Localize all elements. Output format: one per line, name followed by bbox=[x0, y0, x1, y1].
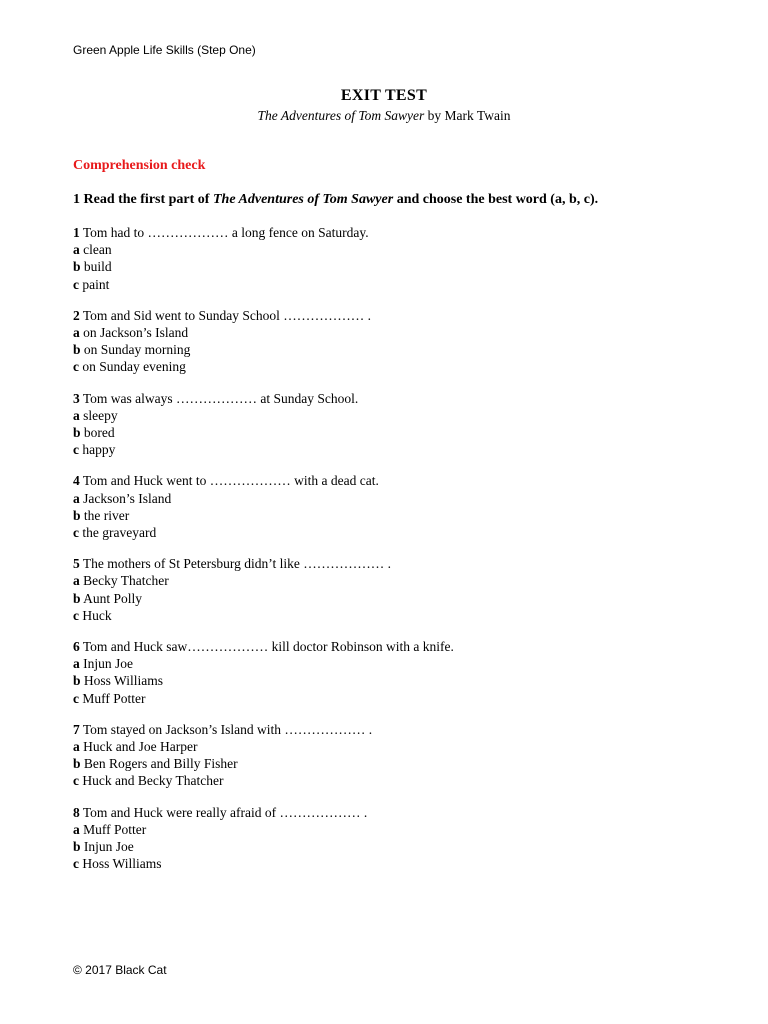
title-block bbox=[0, 86, 768, 126]
question-number: 4 bbox=[73, 473, 80, 489]
question-list bbox=[73, 224, 733, 873]
option-letter: a bbox=[73, 656, 80, 672]
option-text: Muff Potter bbox=[79, 690, 146, 706]
instruction-book-title: The Adventures of Tom Sawyer bbox=[212, 192, 394, 207]
option-letter: b bbox=[73, 590, 81, 606]
answer-option bbox=[73, 441, 733, 458]
option-text: bored bbox=[80, 425, 115, 441]
page-header: Green Apple Life Skills (Step One) bbox=[73, 43, 256, 57]
test-content bbox=[73, 156, 733, 873]
question-item bbox=[73, 224, 733, 293]
option-text: happy bbox=[79, 442, 116, 458]
question-number: 3 bbox=[73, 390, 80, 406]
answer-option bbox=[73, 838, 733, 855]
option-letter: a bbox=[73, 573, 80, 589]
option-text: Huck and Joe Harper bbox=[79, 739, 198, 755]
option-letter: a bbox=[73, 325, 80, 341]
answer-option bbox=[73, 407, 733, 424]
answer-option bbox=[73, 672, 733, 689]
option-text: the graveyard bbox=[79, 525, 157, 541]
option-letter: c bbox=[73, 690, 79, 706]
option-letter: b bbox=[73, 839, 81, 855]
question-text bbox=[73, 390, 733, 407]
question-prompt: Tom and Huck saw……………… kill doctor Robinson with a knife. bbox=[79, 639, 454, 655]
answer-option bbox=[73, 524, 733, 541]
question-text bbox=[73, 307, 733, 324]
option-text: Becky Thatcher bbox=[79, 573, 169, 589]
answer-option bbox=[73, 855, 733, 872]
answer-option bbox=[73, 258, 733, 275]
option-text: Hoss Williams bbox=[79, 856, 162, 872]
answer-option bbox=[73, 607, 733, 624]
option-text: build bbox=[80, 259, 112, 275]
question-text bbox=[73, 721, 733, 738]
question-item bbox=[73, 555, 733, 624]
instruction-text-before: Read the first part of bbox=[80, 192, 213, 207]
option-text: paint bbox=[79, 276, 110, 292]
exercise-number: 1 bbox=[73, 192, 80, 207]
option-letter: b bbox=[73, 673, 81, 689]
option-text: on Sunday morning bbox=[80, 342, 191, 358]
answer-option bbox=[73, 490, 733, 507]
option-letter: c bbox=[73, 525, 79, 541]
option-text: Huck and Becky Thatcher bbox=[79, 773, 224, 789]
option-text: Jackson’s Island bbox=[79, 490, 172, 506]
question-item bbox=[73, 721, 733, 790]
answer-option bbox=[73, 324, 733, 341]
question-number: 2 bbox=[73, 307, 80, 323]
question-number: 8 bbox=[73, 804, 80, 820]
option-letter: a bbox=[73, 821, 80, 837]
author-credit: by Mark Twain bbox=[424, 108, 511, 123]
option-letter: c bbox=[73, 856, 79, 872]
answer-option bbox=[73, 590, 733, 607]
option-letter: a bbox=[73, 242, 80, 258]
option-letter: b bbox=[73, 425, 81, 441]
question-item bbox=[73, 804, 733, 873]
option-text: clean bbox=[79, 242, 112, 258]
question-text bbox=[73, 638, 733, 655]
question-prompt: Tom and Huck went to ……………… with a dead cat. bbox=[79, 473, 379, 489]
option-letter: c bbox=[73, 276, 79, 292]
question-number: 5 bbox=[73, 556, 80, 572]
answer-option bbox=[73, 572, 733, 589]
option-text: Huck bbox=[79, 607, 112, 623]
question-prompt: Tom was always ……………… at Sunday School. bbox=[79, 390, 359, 406]
question-prompt: Tom and Huck were really afraid of ……………… . bbox=[79, 804, 368, 820]
option-text: sleepy bbox=[79, 407, 118, 423]
answer-option bbox=[73, 655, 733, 672]
question-number: 6 bbox=[73, 639, 80, 655]
answer-option bbox=[73, 358, 733, 375]
exercise-instruction bbox=[73, 190, 733, 210]
answer-option bbox=[73, 690, 733, 707]
question-prompt: Tom had to ……………… a long fence on Saturday. bbox=[79, 225, 369, 240]
question-text bbox=[73, 555, 733, 572]
question-prompt: Tom and Sid went to Sunday School ……………… . bbox=[79, 307, 372, 323]
question-number: 1 bbox=[73, 225, 80, 240]
section-heading: Comprehension check bbox=[73, 158, 206, 173]
option-text: Hoss Williams bbox=[80, 673, 163, 689]
answer-option bbox=[73, 755, 733, 772]
answer-option bbox=[73, 507, 733, 524]
page-footer: © 2017 Black Cat bbox=[73, 963, 167, 977]
answer-option bbox=[73, 772, 733, 789]
option-letter: c bbox=[73, 359, 79, 375]
instruction-text-after: and choose the best word (a, b, c). bbox=[393, 192, 599, 207]
option-text: Injun Joe bbox=[80, 839, 134, 855]
question-prompt: Tom stayed on Jackson’s Island with ……………… . bbox=[79, 721, 373, 737]
question-prompt: The mothers of St Petersburg didn’t like ……………… . bbox=[79, 556, 391, 572]
question-item bbox=[73, 307, 733, 376]
answer-option bbox=[73, 276, 733, 293]
question-item bbox=[73, 390, 733, 459]
option-letter: b bbox=[73, 259, 81, 275]
option-letter: c bbox=[73, 607, 79, 623]
option-text: Injun Joe bbox=[79, 656, 133, 672]
option-text: Ben Rogers and Billy Fisher bbox=[80, 756, 238, 772]
option-letter: b bbox=[73, 342, 81, 358]
book-title: The Adventures of Tom Sawyer bbox=[257, 108, 425, 123]
page-title: EXIT TEST bbox=[340, 87, 428, 104]
answer-option bbox=[73, 821, 733, 838]
option-text: on Jackson’s Island bbox=[79, 325, 189, 341]
option-letter: c bbox=[73, 442, 79, 458]
answer-option bbox=[73, 424, 733, 441]
question-item bbox=[73, 472, 733, 541]
question-text bbox=[73, 804, 733, 821]
option-text: the river bbox=[80, 507, 130, 523]
answer-option bbox=[73, 341, 733, 358]
question-text bbox=[73, 472, 733, 489]
option-letter: c bbox=[73, 773, 79, 789]
question-text bbox=[73, 224, 733, 241]
option-letter: b bbox=[73, 756, 81, 772]
option-letter: b bbox=[73, 507, 81, 523]
option-letter: a bbox=[73, 739, 80, 755]
answer-option bbox=[73, 738, 733, 755]
page-subtitle bbox=[0, 106, 768, 126]
option-letter: a bbox=[73, 407, 80, 423]
question-item bbox=[73, 638, 733, 707]
answer-option bbox=[73, 241, 733, 258]
option-text: Aunt Polly bbox=[80, 590, 143, 606]
option-text: Muff Potter bbox=[79, 821, 147, 837]
option-text: on Sunday evening bbox=[79, 359, 186, 375]
question-number: 7 bbox=[73, 721, 80, 737]
option-letter: a bbox=[73, 490, 80, 506]
